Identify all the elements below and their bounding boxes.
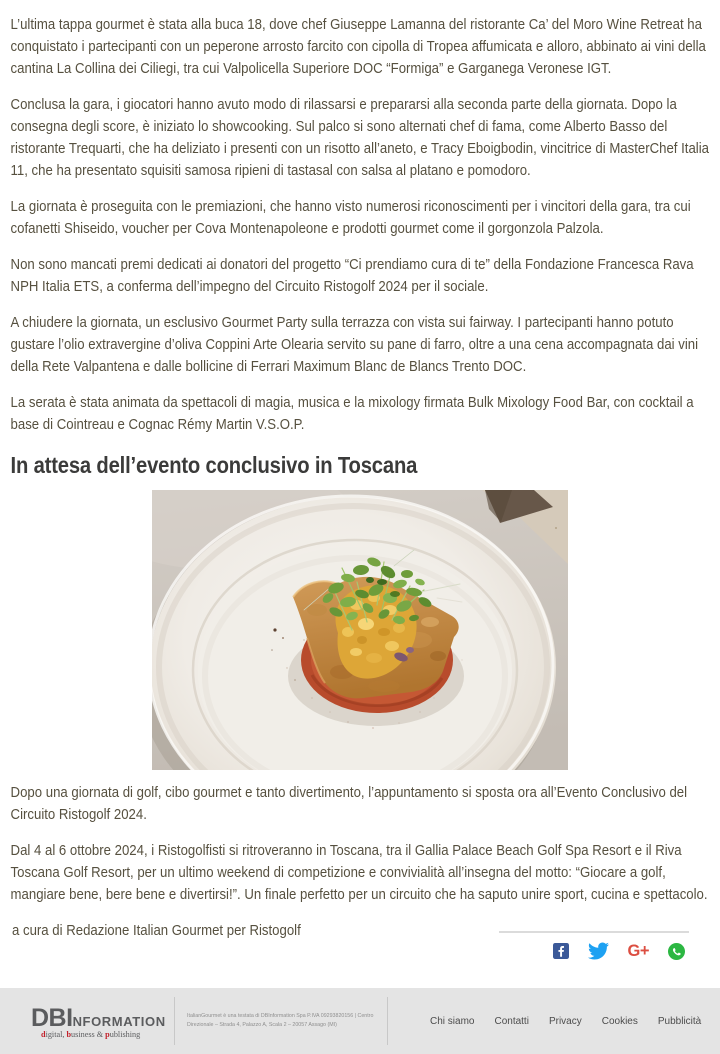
site-footer [0,988,720,1054]
article-body-bottom [0,782,710,906]
footer-link-cookies[interactable]: Cookies [601,1015,638,1027]
footer-link-contatti[interactable]: Contatti [494,1015,529,1027]
article-paragraph: La serata è stata animata da spettacoli di magia, musica e la mixology firmata Bulk Mixology Food Bar, con cocktail a base di Cointreau e Cognac Rémy Martin V.S.O.P. [10,394,694,433]
logo-dbi-text: DBI [31,1003,73,1032]
article-paragraph: A chiudere la giornata, un esclusivo Gourmet Party sulla terrazza con vista sui fairway. I partecipanti hanno potuto gustare l’olio extravergine d’oliva Coppini Arte Olearia servito su pane di farro, oltre a una cena accompagnata dai vini della Rete Valpantena e dalle bollicine di Ferrari Maximum Blanc de Blancs Trento DOC. [10,314,699,375]
article-paragraph: Dal 4 al 6 ottobre 2024, i Ristogolfisti si ritroveranno in Toscana, tra il Gallia Palace Beach Golf Spa Resort e il Riva Toscana Golf Resort, per un ultimo weekend di competizione e convivialità all’insegna del motto: “Giocare a golf, mangiare bene, bere bene e divertirsi!”. Un finale perfetto per un circuito che ha saputo unire sport, cucina e spettacolo. [10,842,708,903]
article-paragraph: Non sono mancati premi dedicati ai donatori del progetto “Ci prendiamo cura di te” della Fondazione Francesca Rava NPH Italia ETS, a conferma dell’impegno del Circuito Ristogolf 2024 per il sociale. [10,256,694,295]
article-body-top [0,14,710,480]
footer-nav [430,1016,701,1027]
article-paragraph: L’ultima tappa gourmet è stata alla buca 18, dove chef Giuseppe Lamanna del ristorante Ca’ del Moro Wine Retreat ha conquistato i partecipanti con un peperone arrosto farcito con cipolla di Tropea affumicata e alloro, abbinato ai vini della cantina La Collina dei Ciliegi, tra cui Valpolicella Superiore DOC “Formiga” e Garganega Veronese IGT. [10,16,706,77]
share-widget [499,931,689,960]
article-paragraph: Conclusa la gara, i giocatori hanno avuto modo di rilassarsi e prepararsi alla seconda parte della giornata. Dopo la consegna degli score, è iniziato lo showcooking. Sul palco si sono alternati chef di fama, come Alberto Basso del ristorante Trequarti, che ha deliziato i presenti con un risotto all’aneto, e Tracy Eboigbodin, vincitrice di MasterChef Italia 11, che ha presentato squisiti samosa ripieni di tastasal con salsa al platano e pomodoro. [10,96,709,179]
google-plus-share-icon[interactable]: G+ [627,941,649,960]
article-paragraph: Dopo una giornata di golf, cibo gourmet e tanto divertimento, l’appuntamento si sposta ora all’Evento Conclusivo del Circuito Ristogolf 2024. [10,784,688,823]
twitter-share-icon[interactable] [588,942,609,960]
article-page [0,14,720,1054]
section-heading: In attesa dell’evento conclusivo in Toscana [10,452,418,478]
footer-legal-text: ItalianGourmet è una testata di DBInformation Spa P.IVA 09293820156 | Centro Direzionale – Strada 4, Palazzo A, Scala 2 – 20057 Assago (MI) [187,1013,374,1028]
footer-link-chi-siamo[interactable]: Chi siamo [430,1015,475,1027]
dbinformation-logo[interactable] [31,1003,166,1039]
footer-link-pubblicita[interactable]: Pubblicità [657,1015,702,1027]
footer-divider [387,997,388,1045]
footer-link-privacy[interactable]: Privacy [548,1015,582,1027]
whatsapp-share-icon[interactable] [668,943,685,960]
byline: a cura di Redazione Italian Gourmet per Ristogolf [12,922,301,939]
article-paragraph: La giornata è proseguita con le premiazioni, che hanno visto numerosi riconoscimenti per i vincitori della gara, tra cui cofanetti Shiseido, voucher per Cova Montenapoleone e prodotti gourmet come il gorgonzola Palzola. [10,198,691,237]
footer-divider [174,997,175,1045]
article-image [0,490,720,770]
logo-rest-text: NFORMATION [72,1013,166,1029]
share-icons-row [499,933,689,960]
facebook-share-icon[interactable] [553,943,569,959]
logo-tagline: digital, business & publishing [41,1029,141,1039]
food-photo [152,490,568,770]
